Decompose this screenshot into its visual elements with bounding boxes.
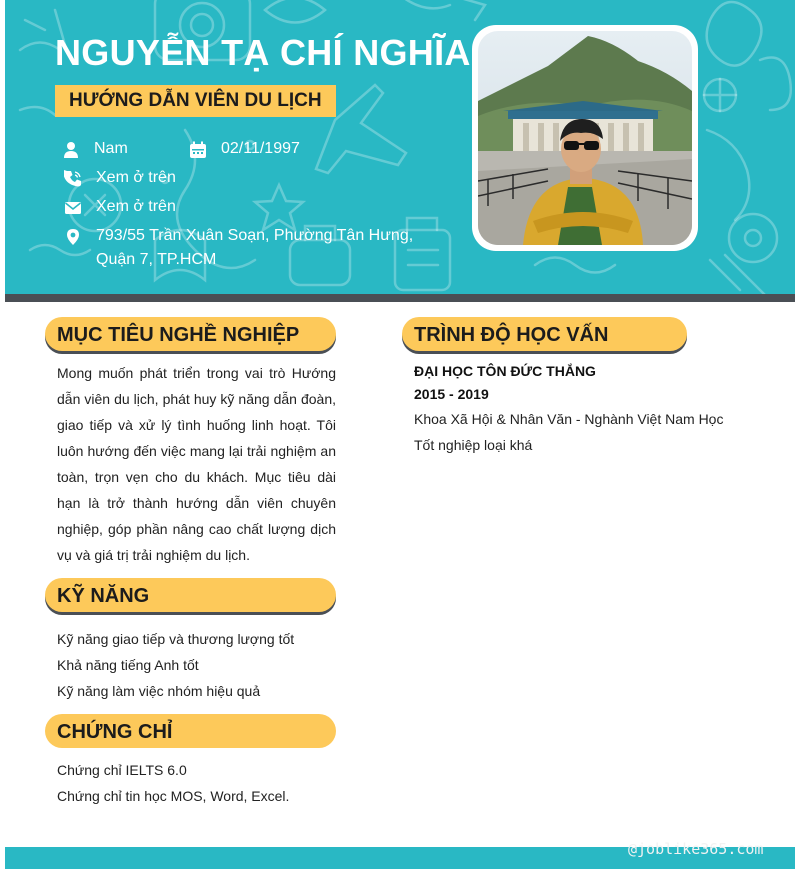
cv-page [5,0,795,869]
phone-value: Xem ở trên [96,169,176,186]
skill-item: Kỹ năng giao tiếp và thương lượng tốt [57,631,295,647]
skills-list [57,626,294,704]
address-line-1: 793/55 Trần Xuân Soạn, Phường Tân Hưng, [96,227,414,244]
location-pin-icon [64,228,82,246]
job-title-badge: HƯỚNG DẪN VIÊN DU LỊCH [55,85,336,117]
education-detail-item: Tốt nghiệp loại khá [414,437,533,453]
education-details [414,406,723,458]
email-value: Xem ở trên [96,198,176,215]
phone-row [64,169,176,190]
address-value [96,224,413,272]
skill-item: Khả năng tiếng Anh tốt [57,657,199,673]
objective-text: Mong muốn phát triển trong vai trò Hướng dẫn viên du lịch, phát huy kỹ năng dẫn đoàn, giao tiếp và xử lý tình huống linh hoạt. Tôi luôn hướng đến việc mang lại trải nghiệm an toàn, trọn vẹn cho du khách. Mục tiêu dài hạn là trở thành hướng dẫn viên chuyên nghiệp, góp phần nâng cao chất lượng dịch vụ và giá trị trải nghiệm du lịch. [57,365,336,563]
birthdate-row [189,140,300,161]
skill-item: Kỹ năng làm việc nhóm hiệu quả [57,683,261,699]
address-line-2: Quận 7, TP.HCM [96,251,217,268]
objective-heading: MỤC TIÊU NGHỀ NGHIỆP [45,317,336,351]
certificate-item: Chứng chỉ IELTS 6.0 [57,762,187,778]
calendar-icon [189,141,207,159]
certificate-item: Chứng chỉ tin học MOS, Word, Excel. [57,788,290,804]
certificates-list [57,757,289,809]
skills-heading: KỸ NĂNG [45,578,336,612]
header [5,0,795,294]
birthdate-value: 02/11/1997 [221,140,300,157]
address-row [64,227,413,272]
education-school: ĐẠI HỌC TÔN ĐỨC THẮNG [414,363,596,379]
header-divider [5,294,795,302]
email-row [64,198,176,219]
candidate-name: NGUYỄN TẠ CHÍ NGHĨA [55,32,471,73]
education-heading: TRÌNH ĐỘ HỌC VẤN [402,317,687,351]
phone-icon [64,170,82,188]
profile-photo-frame [472,25,698,251]
person-icon [62,141,80,159]
envelope-icon [64,199,82,217]
profile-photo [478,31,692,245]
education-detail-item: Khoa Xã Hội & Nhân Văn - Nghành Việt Nam Học [414,411,724,427]
gender-value: Nam [94,140,128,157]
certificates-heading: CHỨNG CHỈ [45,714,336,748]
education-years: 2015 - 2019 [414,386,489,402]
gender-row [62,140,128,161]
watermark: @joblike365.com [628,840,764,858]
